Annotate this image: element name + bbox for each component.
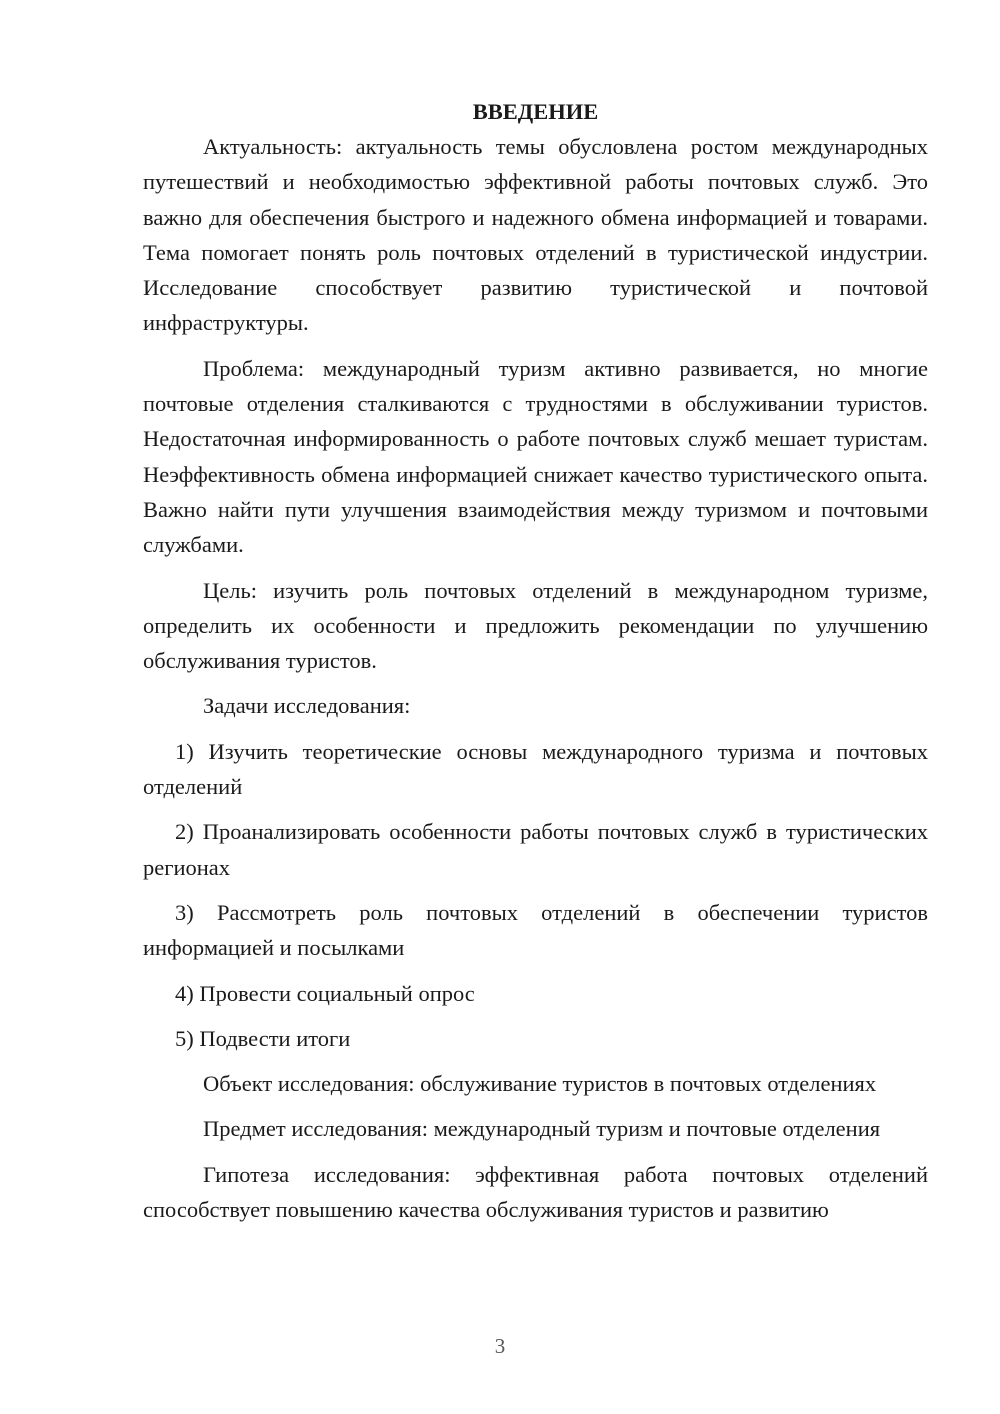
paragraph-relevance: Актуальность: актуальность темы обусловлена ростом международных путешествий и необходимостью эффективной работы почтовых служб. Это важно для обеспечения быстрого и надежного обмена информацией и товарами. Тема помогает понять роль почтовых отделений в туристической индустрии. Исследование способствует развитию туристической и почтовой инфраструктуры. [143, 134, 928, 336]
paragraph-object: Объект исследования: обслуживание туристов в почтовых отделениях [203, 1071, 877, 1097]
task-item-2: 2) Проанализировать особенности работы почтовых служб в туристических регионах [143, 819, 928, 880]
paragraph-subject: Предмет исследования: международный туризм и почтовые отделения [203, 1116, 881, 1142]
paragraph-hypothesis: Гипотеза исследования: эффективная работа почтовых отделений способствует повышению качества обслуживания туристов и развитию [143, 1161, 928, 1223]
page-content [143, 94, 928, 1237]
paragraph-tasks-heading: Задачи исследования: [203, 693, 411, 719]
section-title: ВВЕДЕНИЕ [472, 99, 599, 124]
paragraph-problem: Проблема: международный туризм активно развивается, но многие почтовые отделения сталкиваются с трудностями в обслуживании туристов. Недостаточная информированность о работе почтовых служб мешает туристам. Неэффективность обмена информацией снижает качество туристического опыта. Важно найти пути улучшения взаимодействия между туризмом и почтовыми службами. [143, 355, 928, 558]
page-number: 3 [494, 1334, 506, 1358]
task-item-4: 4) Провести социальный опрос [175, 980, 475, 1006]
paragraph-goal: Цель: изучить роль почтовых отделений в международном туризме, определить их особенности и предложить рекомендации по улучшению обслуживания туристов. [143, 577, 928, 674]
task-item-3: 3) Рассмотреть роль почтовых отделений в обеспечении туристов информацией и посылками [143, 899, 928, 961]
task-item-1: 1) Изучить теоретические основы международного туризма и почтовых отделений [143, 738, 928, 800]
task-item-5: 5) Подвести итоги [175, 1025, 351, 1051]
